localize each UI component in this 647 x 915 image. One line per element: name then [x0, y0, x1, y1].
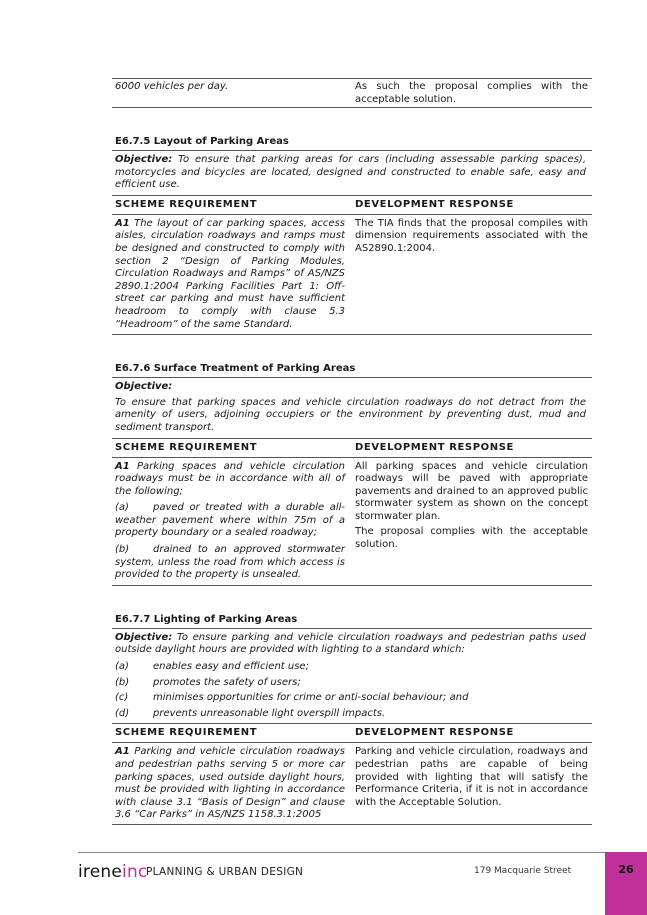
objective-text: To ensure that parking areas for cars (including assessable parking spaces), motorcycles and bicycles are located, designed and constructed to enable safe, easy and efficient use. [115, 154, 586, 191]
company-logo [78, 862, 147, 882]
requirement-cell [112, 218, 349, 331]
section-e6-7-6 [112, 363, 592, 586]
item-text: enables easy and efficient use; [153, 661, 309, 673]
response-paragraph: The proposal complies with the acceptable solution. [355, 526, 588, 551]
requirement-item-a [115, 502, 345, 540]
requirement-item-b [115, 544, 345, 582]
item-text: prevents unreasonable light overspill impacts. [153, 707, 386, 719]
table-bottom-rule [112, 334, 592, 335]
table-row [112, 743, 592, 824]
requirement-label: A1 [115, 460, 130, 472]
item-text: paved or treated with a durable all-weather pavement where within 75m of a property boundary or a sealed roadway; [115, 502, 345, 539]
table-bottom-rule [112, 824, 592, 825]
table-bottom-rule [112, 585, 592, 586]
page-content [112, 0, 592, 825]
objective-list [112, 661, 592, 723]
column-header-requirement: SCHEME REQUIREMENT [115, 198, 258, 210]
item-label: (a) [115, 661, 129, 673]
footer-address: 179 Macquarie Street [474, 866, 572, 876]
objective-text: To ensure parking and vehicle circulation roadways and pedestrian paths used outside daylight hours are provided with lighting to a standard which: [115, 631, 586, 656]
item-label: (b) [115, 544, 130, 556]
response-paragraph: All parking spaces and vehicle circulation roadways will be paved with appropriate pavements and drained to an approved public stormwater system as shown on the concept stormwater plan. [355, 460, 588, 522]
requirement-text: Parking and vehicle circulation roadways and pedestrian paths serving 5 or more car parking spaces, used outside daylight hours, must be provided with lighting in accordance with clause 3.1 “Basis of Design” and clause 3.6 “Car Parks” in AS/NZS 1158.3.1:2005 [115, 746, 345, 821]
objective-label: Objective: [115, 381, 173, 393]
section-title: E6.7.5 Layout of Parking Areas [115, 136, 289, 147]
objective [112, 151, 592, 195]
objective-item [112, 661, 592, 674]
response-cell: As such the proposal complies with the acceptable solution. [355, 81, 588, 105]
section-title: E6.7.6 Surface Treatment of Parking Areas [115, 363, 356, 375]
item-text: drained to an approved stormwater system, unless the road from which access is provided to the property is unsealed. [115, 544, 345, 581]
section-e6-7-5 [112, 136, 592, 335]
objective-item [112, 677, 592, 690]
footer-rule [78, 852, 605, 853]
table-header [112, 196, 592, 214]
table-header [112, 724, 592, 742]
item-text: promotes the safety of users; [153, 676, 301, 688]
requirement-cell [112, 461, 349, 582]
table-header [112, 439, 592, 457]
section-title: E6.7.7 Lighting of Parking Areas [115, 613, 298, 625]
response-cell: Parking and vehicle circulation, roadways and pedestrian paths are capable of being provided with lighting that will satisfy the Performance Criteria, if it is not in accordance with the Acceptable Solution. [355, 746, 588, 808]
item-label: (d) [115, 707, 130, 719]
requirement-intro [115, 461, 345, 499]
table-row [112, 215, 592, 334]
page-number: 26 [618, 863, 634, 876]
objective-item [112, 708, 592, 721]
requirement-label: A1 [115, 746, 130, 758]
objective-text: To ensure that parking spaces and vehicle circulation roadways do not detract from the amenity of users, adjoining occupiers or the environment by preventing dust, mud and sediment transport. [115, 396, 586, 433]
item-label: (b) [115, 676, 130, 688]
column-header-response: DEVELOPMENT RESPONSE [355, 727, 514, 739]
requirement-text: Parking spaces and vehicle circulation roadways must be in accordance with all of the following; [115, 460, 345, 497]
page-number-badge [605, 852, 647, 915]
table-row [112, 458, 592, 585]
response-cell [349, 461, 592, 582]
column-header-requirement: SCHEME REQUIREMENT [115, 727, 258, 739]
response-cell: The TIA finds that the proposal compiles with dimension requirements associated with the AS2890.1:2004. [355, 217, 588, 254]
column-header-response: DEVELOPMENT RESPONSE [355, 198, 514, 210]
objective-label: Objective: [115, 154, 173, 165]
requirement-text: The layout of car parking spaces, access aisles, circulation roadways and ramps must be designed and constructed to comply with section 2 “Design of Parking Modules, Circulation Roadways and Ramps” of AS/NZS 2890.1:2004 Parking Facilities Part 1: Off-street car parking and must have sufficient headroom to comply with clause 5.3 “Headroom” of the same Standard. [115, 217, 345, 330]
objective [112, 629, 592, 658]
item-label: (c) [115, 692, 129, 704]
section-e6-7-7 [112, 614, 592, 825]
requirement-cell: 6000 vehicles per day. [115, 81, 229, 92]
item-text: minimises opportunities for crime or anti-social behaviour; and [153, 692, 469, 704]
logo-irene: irene [78, 862, 123, 882]
table-row [112, 79, 592, 107]
item-label: (a) [115, 502, 129, 514]
objective [112, 378, 592, 437]
table-bottom-rule [112, 107, 592, 108]
requirement-cell [112, 746, 349, 822]
logo-inc: inc [122, 862, 148, 882]
column-header-requirement: SCHEME REQUIREMENT [115, 441, 258, 453]
requirement-label: A1 [115, 217, 130, 229]
company-tagline: PLANNING & URBAN DESIGN [146, 866, 304, 878]
objective-label: Objective: [115, 631, 173, 643]
column-header-response: DEVELOPMENT RESPONSE [355, 441, 514, 453]
objective-item [112, 692, 592, 705]
